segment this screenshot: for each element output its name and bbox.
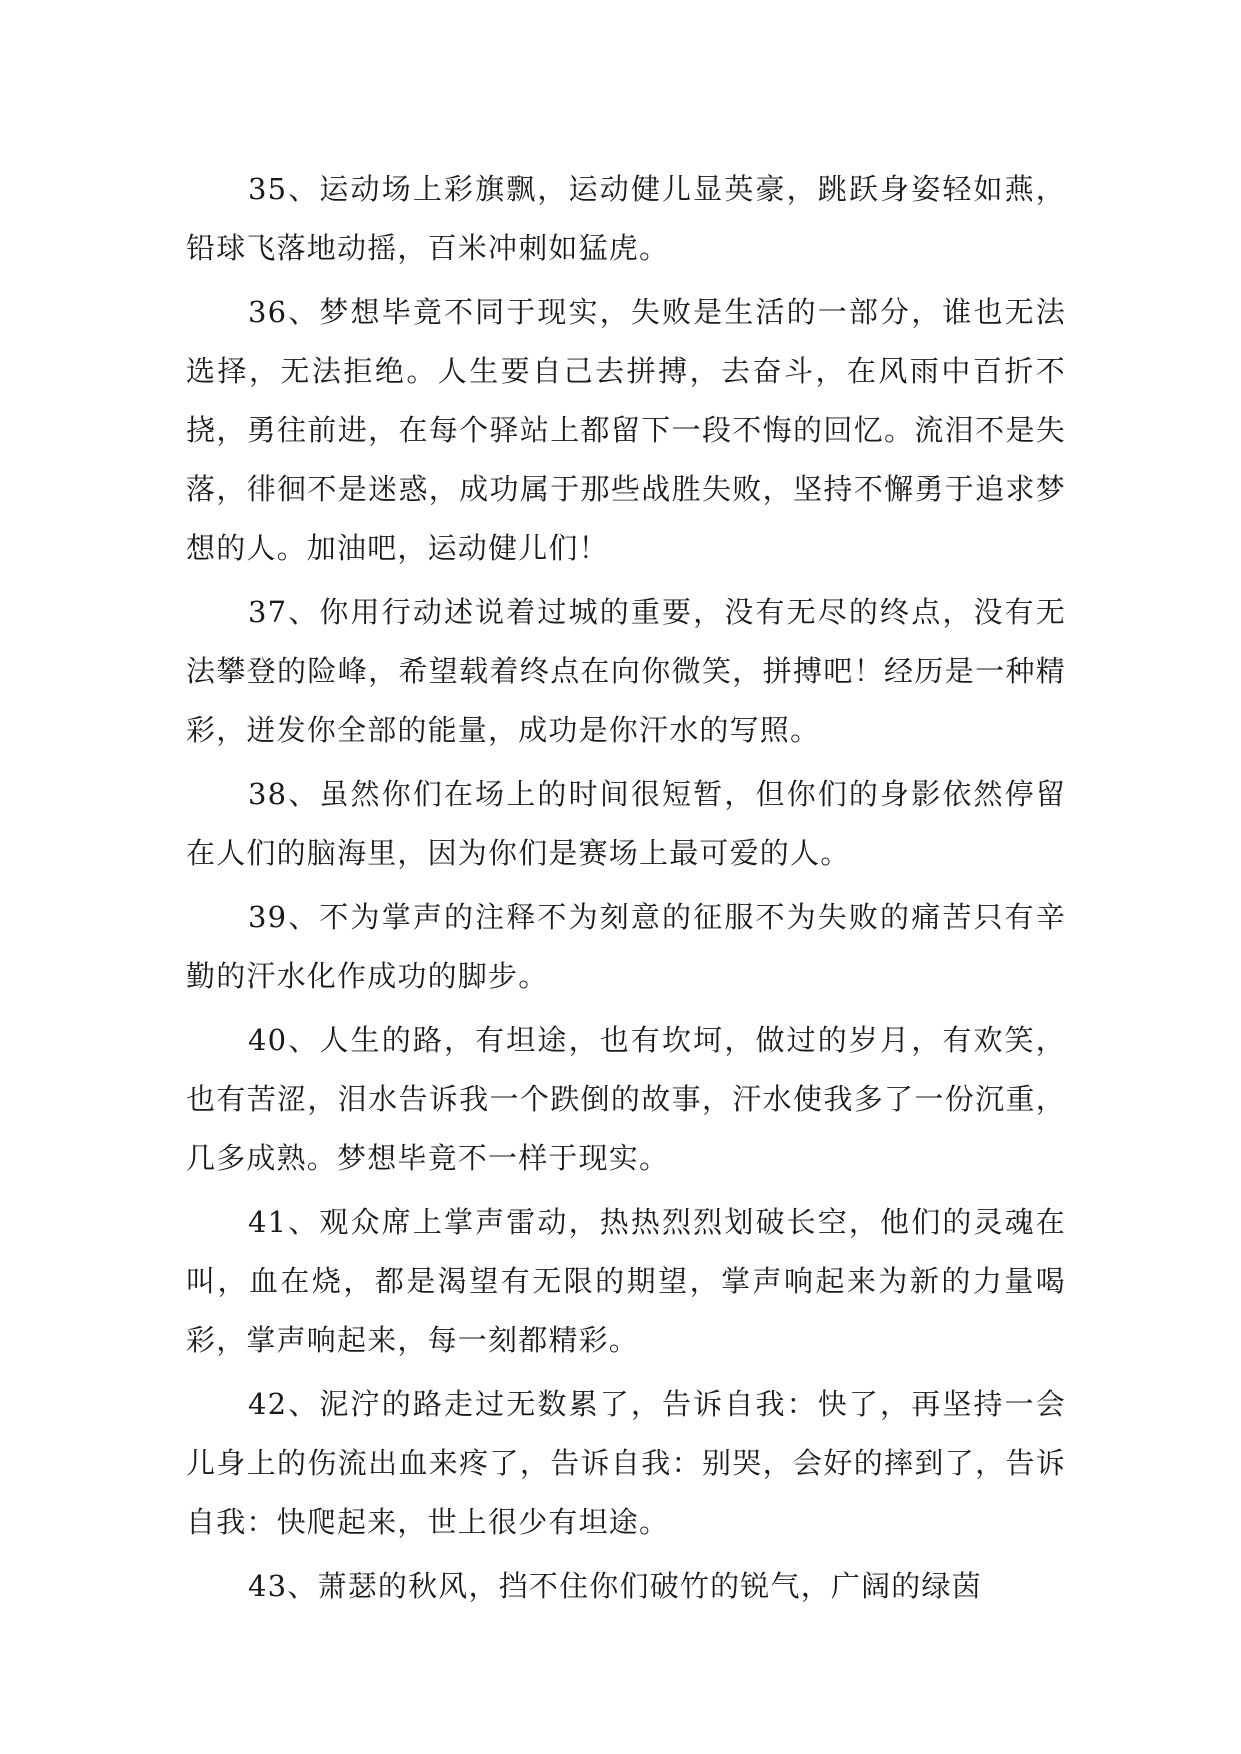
paragraph-39: 39、不为掌声的注释不为刻意的征服不为失败的痛苦只有辛勤的汗水化作成功的脚步。 — [186, 900, 1066, 993]
paragraph-38: 38、虽然你们在场上的时间很短暂，但你们的身影依然停留在人们的脑海里，因为你们是赛场上最可爱的人。 — [186, 777, 1066, 870]
paragraph-36: 36、梦想毕竟不同于现实，失败是生活的一部分，谁也无法选择，无法拒绝。人生要自己去拼搏，去奋斗，在风雨中百折不挠，勇往前进，在每个驿站上都留下一段不悔的回忆。流泪不是失落，徘徊不是迷惑，成功属于那些战胜失败，坚持不懈勇于追求梦想的人。加油吧，运动健儿们！ — [186, 295, 1066, 565]
document-body — [186, 160, 1066, 1621]
paragraph-42: 42、泥泞的路走过无数累了，告诉自我：快了，再坚持一会儿身上的伤流出血来疼了，告诉自我：别哭，会好的摔到了，告诉自我：快爬起来，世上很少有坦途。 — [186, 1387, 1066, 1539]
paragraph-43: 43、萧瑟的秋风，挡不住你们破竹的锐气，广阔的绿茵 — [248, 1569, 982, 1603]
paragraph-37: 37、你用行动述说着过城的重要，没有无尽的终点，没有无法攀登的险峰，希望载着终点在向你微笑，拼搏吧！经历是一种精彩，迸发你全部的能量，成功是你汗水的写照。 — [186, 595, 1066, 747]
paragraph-35: 35、运动场上彩旗飘，运动健儿显英豪，跳跃身姿轻如燕，铅球飞落地动摇，百米冲刺如猛虎。 — [186, 172, 1066, 265]
paragraph-40: 40、人生的路，有坦途，也有坎坷，做过的岁月，有欢笑，也有苦涩，泪水告诉我一个跌倒的故事，汗水使我多了一份沉重，几多成熟。梦想毕竟不一样于现实。 — [186, 1023, 1066, 1175]
paragraph-41: 41、观众席上掌声雷动，热热烈烈划破长空，他们的灵魂在叫，血在烧，都是渴望有无限的期望，掌声响起来为新的力量喝彩，掌声响起来，每一刻都精彩。 — [186, 1205, 1066, 1357]
